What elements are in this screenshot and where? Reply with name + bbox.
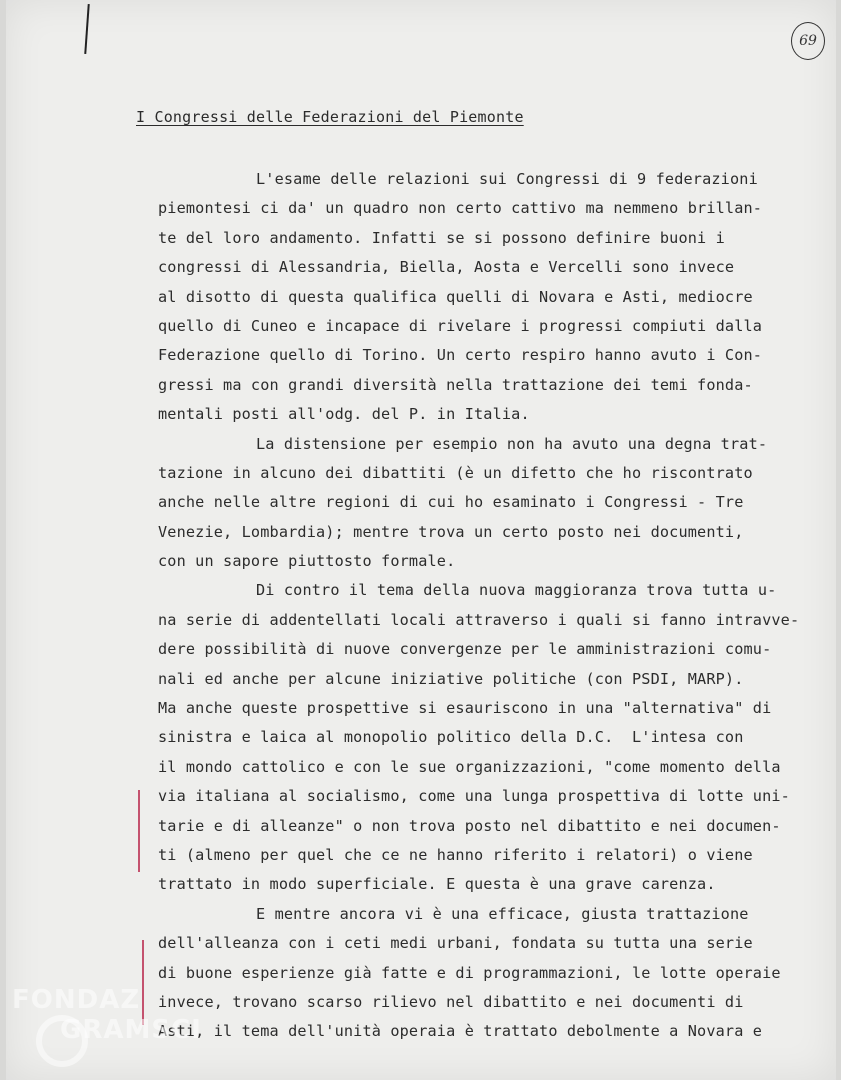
text-line: Di contro il tema della nuova maggioranza trova tutta u- — [256, 581, 777, 600]
red-margin-mark — [138, 790, 140, 872]
document-title: I Congressi delle Federazioni del Piemonte — [136, 108, 524, 126]
text-line: nali ed anche per alcune iniziative politiche (con PSDI, MARP). — [158, 669, 744, 688]
text-line: con un sapore piuttosto formale. — [158, 552, 456, 571]
body-text — [158, 165, 828, 1047]
text-line: ti (almeno per quel che ce ne hanno riferito i relatori) o viene — [158, 845, 753, 864]
text-line: E mentre ancora vi è una efficace, giusta trattazione — [256, 904, 749, 923]
text-line: L'esame delle relazioni sui Congressi di 9 federazioni — [256, 170, 758, 188]
watermark-line-2: GRAMSCI — [60, 1015, 202, 1045]
text-line: Venezie, Lombardia); mentre trova un certo posto nei documenti, — [158, 522, 744, 541]
text-line: sinistra e laica al monopolio politico della D.C. L'intesa con — [158, 728, 744, 747]
text-line: dere possibilità di nuove convergenze per le amministrazioni comu- — [158, 640, 772, 659]
text-line: di buone esperienze già fatte e di programmazioni, le lotte operaie — [158, 963, 781, 982]
text-line: al disotto di questa qualifica quelli di Novara e Asti, mediocre — [158, 287, 753, 306]
text-line: te del loro andamento. Infatti se si possono definire buoni i — [158, 228, 725, 247]
text-line: gressi ma con grandi diversità nella trattazione dei temi fonda- — [158, 375, 753, 394]
text-line: piemontesi ci da' un quadro non certo cattivo ma nemmeno brillan- — [158, 199, 763, 218]
text-line: mentali posti all'odg. del P. in Italia. — [158, 405, 530, 424]
watermark — [12, 985, 202, 1045]
text-line: quello di Cuneo e incapace di rivelare i progressi compiuti dalla — [158, 316, 763, 335]
text-line: na serie di addentellati locali attraverso i quali si fanno intravve- — [158, 610, 800, 629]
text-line: Federazione quello di Torino. Un certo respiro hanno avuto i Con- — [158, 346, 763, 365]
document-page — [6, 0, 836, 1080]
text-line: dell'alleanza con i ceti medi urbani, fondata su tutta una serie — [158, 934, 753, 953]
watermark-line-1: FONDAZ — [12, 985, 141, 1015]
text-line: trattato in modo superficiale. E questa è una grave carenza. — [158, 875, 716, 894]
text-line: Asti, il tema dell'unità operaia è trattato debolmente a Novara e — [158, 1022, 763, 1041]
text-line: invece, trovano scarso rilievo nel dibattito e nei documenti di — [158, 992, 744, 1011]
text-line: Ma anche queste prospettive si esauriscono in una "alternativa" di — [158, 699, 772, 718]
text-line: tarie e di alleanze" o non trova posto nel dibattito e nei documen- — [158, 816, 781, 835]
page-number: 69 — [791, 22, 825, 60]
pen-margin-mark — [84, 4, 89, 54]
text-line: tazione in alcuno dei dibattiti (è un difetto che ho riscontrato — [158, 463, 753, 482]
text-line: La distensione per esempio non ha avuto una degna trat- — [256, 434, 768, 453]
text-line: anche nelle altre regioni di cui ho esaminato i Congressi - Tre — [158, 493, 744, 512]
text-line: via italiana al socialismo, come una lunga prospettiva di lotte uni- — [158, 787, 790, 806]
text-line: congressi di Alessandria, Biella, Aosta e Vercelli sono invece — [158, 258, 735, 277]
text-line: il mondo cattolico e con le sue organizzazioni, "come momento della — [158, 757, 781, 776]
